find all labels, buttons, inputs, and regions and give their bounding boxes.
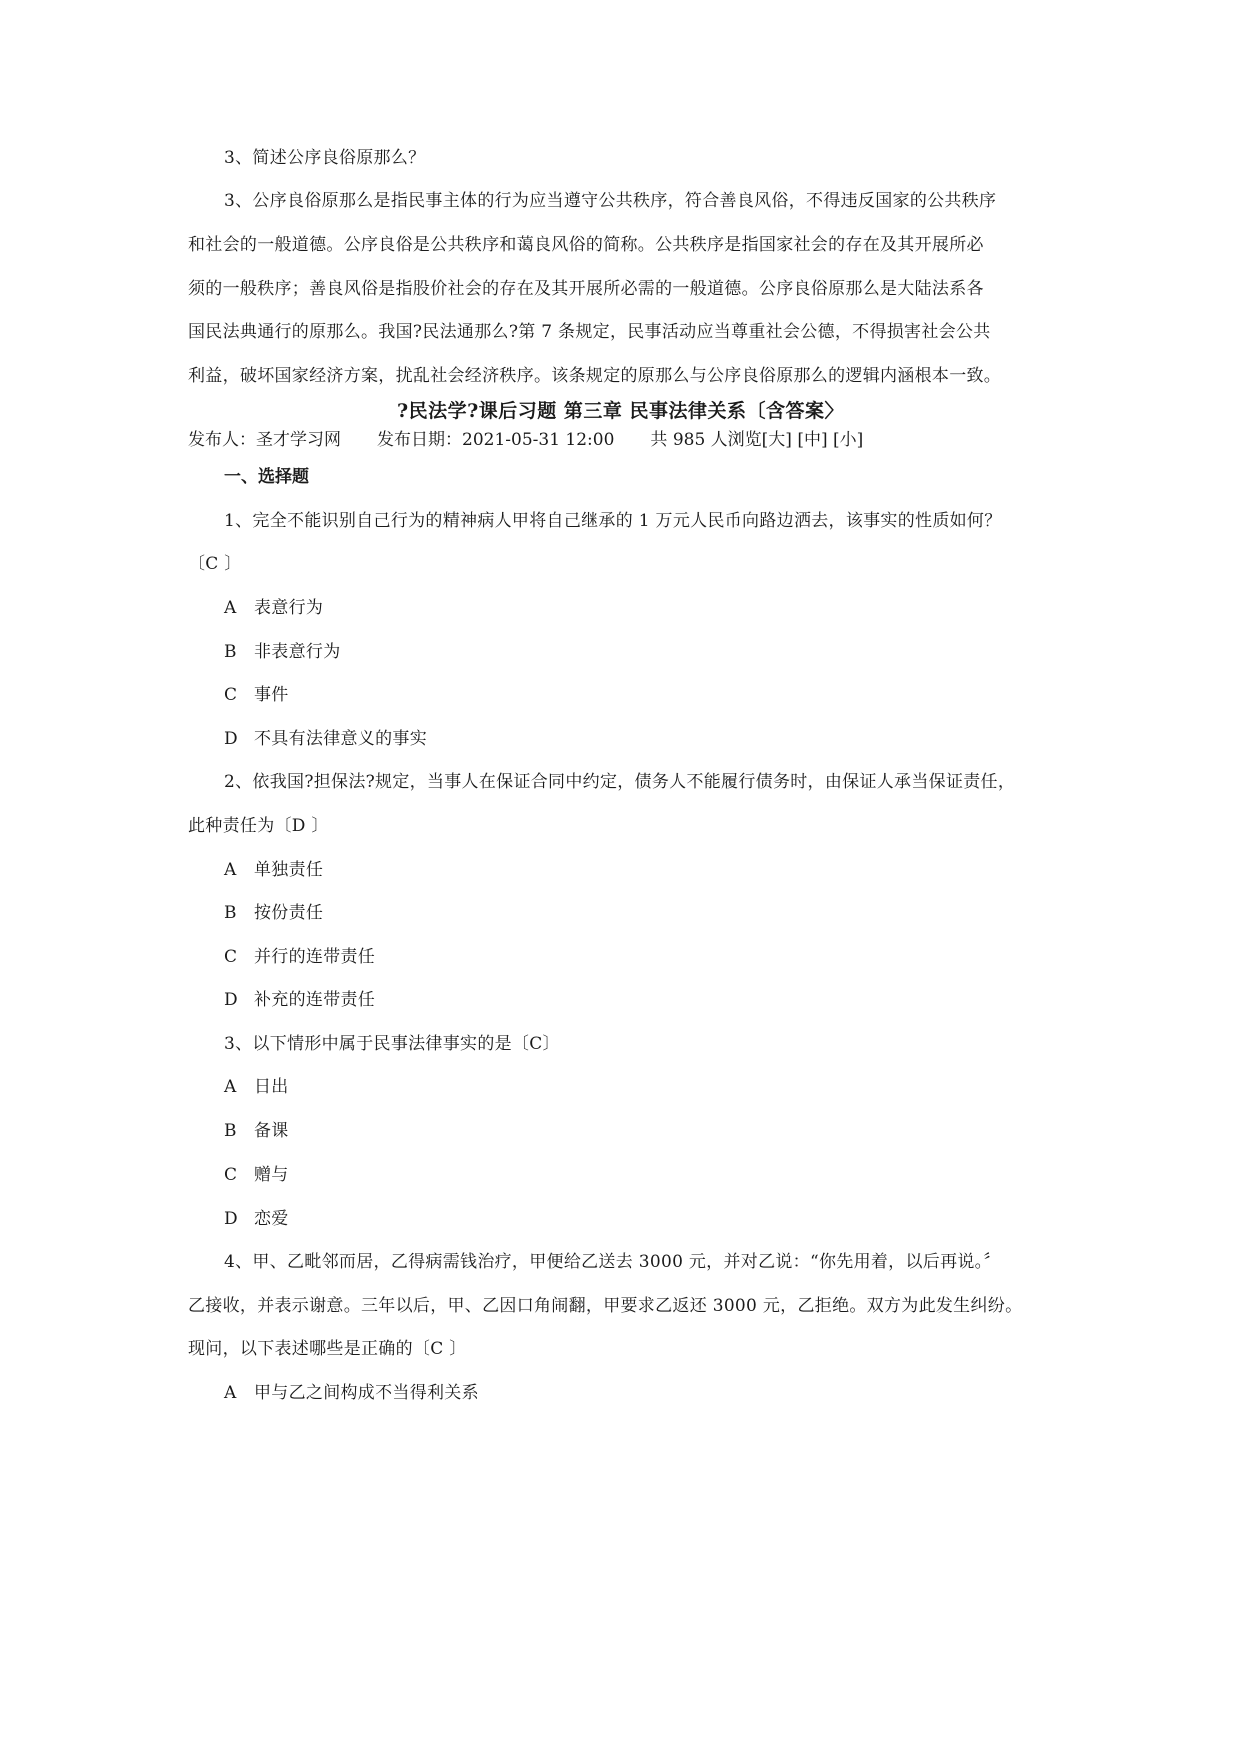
question-text: 3、以下情形中属于民事法律事实的是〔C〕 bbox=[224, 1034, 560, 1054]
intro-question: 3、简述公序良俗原那么？ bbox=[224, 148, 426, 168]
option-text: 日出 bbox=[254, 1077, 289, 1097]
option-letter: A bbox=[224, 598, 237, 618]
question-text: 2、依我国?担保法?规定，当事人在保证合同中约定，债务人不能履行债务时，由保证人承当保证责任， bbox=[224, 772, 1016, 792]
option-letter: B bbox=[224, 903, 237, 923]
option-text: 不具有法律意义的事实 bbox=[254, 729, 427, 749]
option-text: 单独责任 bbox=[254, 860, 324, 880]
question-text: 1、完全不能识别自己行为的精神病人甲将自己继承的 1 万元人民币向路边洒去，该事实的性质如何？ bbox=[224, 511, 1002, 531]
option-text: 非表意行为 bbox=[254, 642, 341, 662]
option-letter: D bbox=[224, 990, 238, 1010]
article-title: ?民法学?课后习题 第三章 民事法律关系〔含答案〉 bbox=[397, 400, 844, 422]
question-text: 〔C 〕 bbox=[188, 554, 242, 574]
question-text: 4、甲、乙毗邻而居，乙得病需钱治疗，甲便给乙送去 3000 元，并对乙说：“你先用着，以后再说。〞 bbox=[224, 1252, 1001, 1272]
option-item bbox=[224, 640, 341, 664]
option-item bbox=[224, 1163, 289, 1187]
option-text: 按份责任 bbox=[254, 903, 324, 923]
option-item bbox=[224, 1381, 479, 1405]
option-letter: B bbox=[224, 642, 237, 662]
option-text: 事件 bbox=[254, 685, 289, 705]
publish-date-text: 发布日期：2021-05-31 12:00 bbox=[377, 430, 615, 450]
option-letter: A bbox=[224, 1383, 237, 1403]
section-heading: 一、选择题 bbox=[224, 467, 309, 487]
option-text: 恋爱 bbox=[254, 1209, 289, 1229]
option-item bbox=[224, 1207, 289, 1231]
option-letter: B bbox=[224, 1121, 237, 1141]
option-letter: C bbox=[224, 1165, 238, 1185]
intro-answer-line: 3、公序良俗原那么是指民事主体的行为应当遵守公共秩序，符合善良风俗，不得违反国家的公共秩序 bbox=[224, 191, 997, 211]
question-text: 乙接收，并表示谢意。三年以后，甲、乙因口角闹翻，甲要求乙返还 3000 元，乙拒绝。双方为此发生纠纷。 bbox=[188, 1296, 1023, 1316]
intro-answer-line: 和社会的一般道德。公序良俗是公共秩序和蔼良风俗的简称。公共秩序是指国家社会的存在及其开展所必 bbox=[188, 235, 984, 255]
intro-answer-line: 国民法典通行的原那么。我国?民法通那么?第 7 条规定，民事活动应当尊重社会公德，不得损害社会公共 bbox=[188, 322, 991, 342]
option-item bbox=[224, 596, 323, 620]
option-item bbox=[224, 1075, 289, 1099]
option-letter: A bbox=[224, 1077, 237, 1097]
intro-answer-line: 须的一般秩序；善良风俗是指股价社会的存在及其开展所必需的一般道德。公序良俗原那么是大陆法系各 bbox=[188, 279, 984, 299]
option-text: 备课 bbox=[254, 1121, 289, 1141]
view-count-text: 共 985 人浏览[大] [中] [小] bbox=[650, 430, 864, 450]
option-item bbox=[224, 858, 323, 882]
option-letter: D bbox=[224, 729, 238, 749]
option-letter: C bbox=[224, 947, 238, 967]
option-item bbox=[224, 988, 375, 1012]
option-item bbox=[224, 683, 289, 707]
option-letter: A bbox=[224, 860, 237, 880]
option-text: 甲与乙之间构成不当得利关系 bbox=[254, 1383, 479, 1403]
option-text: 表意行为 bbox=[254, 598, 324, 618]
option-letter: D bbox=[224, 1209, 238, 1229]
question-text: 现问，以下表述哪些是正确的〔C 〕 bbox=[188, 1339, 467, 1359]
option-item bbox=[224, 901, 323, 925]
option-item bbox=[224, 727, 427, 751]
option-item bbox=[224, 1119, 289, 1143]
publisher-text: 发布人：圣才学习网 bbox=[188, 430, 341, 450]
option-item bbox=[224, 945, 375, 969]
question-text: 此种责任为〔D 〕 bbox=[188, 816, 329, 836]
option-text: 并行的连带责任 bbox=[254, 947, 376, 967]
article-meta bbox=[188, 428, 863, 452]
intro-answer-line: 利益，破坏国家经济方案，扰乱社会经济秩序。该条规定的原那么与公序良俗原那么的逻辑内涵根本一致。 bbox=[188, 366, 1002, 386]
option-text: 补充的连带责任 bbox=[254, 990, 376, 1010]
option-letter: C bbox=[224, 685, 238, 705]
option-text: 赠与 bbox=[254, 1165, 289, 1185]
